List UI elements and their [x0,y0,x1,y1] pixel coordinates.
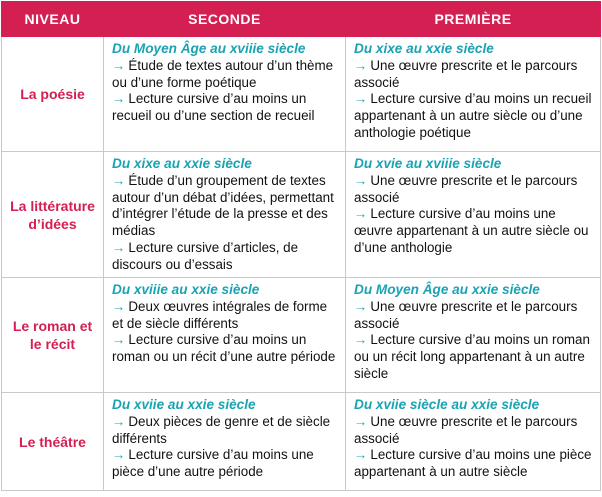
level-label: La poésie [2,37,104,152]
period-heading: Du xixe au xxie siècle [354,41,494,56]
level-label: Le théâtre [2,393,104,491]
arrow-right-icon: → [354,298,368,314]
table-row [2,278,601,393]
table-row [2,393,601,491]
period-heading: Du Moyen Âge au xxie siècle [354,282,540,297]
list-item [354,58,596,92]
item-text: Lecture cursive d’au moins une pièce appartenant à un autre siècle [354,447,592,480]
list-item [354,332,596,382]
arrow-right-icon: → [354,447,368,463]
curriculum-table [1,1,601,491]
seconde-cell [104,393,346,491]
arrow-right-icon: → [112,172,126,188]
level-label: La littérature d’idées [2,152,104,278]
list-item [112,332,341,366]
item-text: Une œuvre prescrite et le parcours associé [354,413,578,446]
item-text: Lecture cursive d’au moins un recueil appartenant à un autre siècle ou d’une anthologie poétique [354,91,592,140]
arrow-right-icon: → [112,332,126,348]
list-item [354,299,596,333]
item-text: Lecture cursive d’au moins une œuvre appartenant à un autre siècle ou d’une anthologie [354,206,589,255]
item-text: Deux œuvres intégrales de forme et de siècle différents [112,298,328,331]
period-heading: Du Moyen Âge au xviiie siècle [112,41,306,56]
seconde-cell [104,278,346,393]
level-label: Le roman et le récit [2,278,104,393]
arrow-right-icon: → [354,172,368,188]
list-item [354,206,596,256]
header-seconde: SECONDE [104,2,346,37]
arrow-right-icon: → [354,57,368,73]
arrow-right-icon: → [112,298,126,314]
item-text: Étude d’un groupement de textes autour d’un débat d’idées, permettant d’intégrer l’étude de la presse et des médias [112,172,334,239]
seconde-cell [104,37,346,152]
list-item [112,173,341,240]
arrow-right-icon: → [354,413,368,429]
header-premiere: PREMIÈRE [346,2,601,37]
arrow-right-icon: → [112,413,126,429]
item-text: Étude de textes autour d’un thème ou d’une forme poétique [112,57,334,90]
item-text: Lecture cursive d’au moins un roman ou un récit d’une autre période [112,332,336,365]
arrow-right-icon: → [112,447,126,463]
header-niveau: NIVEAU [2,2,104,37]
list-item [112,447,341,481]
item-text: Une œuvre prescrite et le parcours associé [354,172,578,205]
arrow-right-icon: → [354,332,368,348]
item-text: Deux pièces de genre et de siècle différents [112,413,331,446]
table-row [2,152,601,278]
period-heading: Du xixe au xxie siècle [112,156,252,171]
arrow-right-icon: → [354,91,368,107]
list-item [112,240,341,274]
item-text: Une œuvre prescrite et le parcours associé [354,298,578,331]
item-text: Lecture cursive d’articles, de discours ou d’essais [112,239,299,272]
item-text: Lecture cursive d’au moins un recueil ou d’une section de recueil [112,91,315,124]
period-heading: Du xviie au xxie siècle [112,397,256,412]
list-item [112,91,341,125]
arrow-right-icon: → [112,57,126,73]
list-item [354,447,596,481]
period-heading: Du xviie siècle au xxie siècle [354,397,540,412]
table-row [2,37,601,152]
premiere-cell [346,278,601,393]
premiere-cell [346,37,601,152]
list-item [354,173,596,207]
item-text: Une œuvre prescrite et le parcours associé [354,57,578,90]
item-text: Lecture cursive d’au moins une pièce d’une autre période [112,447,314,480]
arrow-right-icon: → [354,206,368,222]
header-row [2,2,601,37]
list-item [354,414,596,448]
list-item [112,299,341,333]
seconde-cell [104,152,346,278]
period-heading: Du xviiie au xxie siècle [112,282,260,297]
premiere-cell [346,393,601,491]
list-item [112,414,341,448]
list-item [112,58,341,92]
item-text: Lecture cursive d’au moins un roman ou un récit long appartenant à un autre siècle [354,332,590,381]
arrow-right-icon: → [112,239,126,255]
premiere-cell [346,152,601,278]
period-heading: Du xvie au xviiie siècle [354,156,502,171]
list-item [354,91,596,141]
arrow-right-icon: → [112,91,126,107]
